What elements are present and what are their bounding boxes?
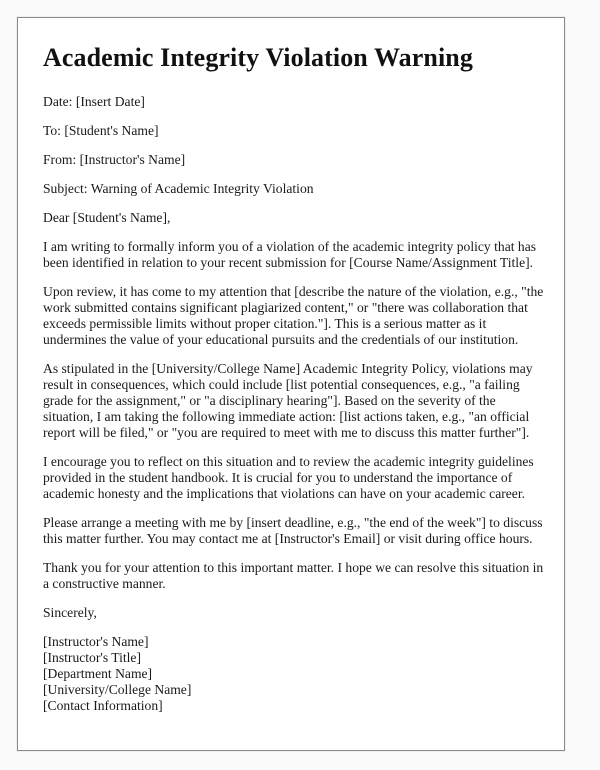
to-line: To: [Student's Name] — [43, 123, 159, 138]
signature-department: [Department Name] — [43, 666, 153, 681]
date-line: Date: [Insert Date] — [43, 94, 145, 109]
subject-line: Subject: Warning of Academic Integrity Violation — [43, 181, 314, 196]
signature-contact: [Contact Information] — [43, 698, 163, 713]
body-paragraph-intro: I am writing to formally inform you of a violation of the academic integrity policy that has been identified in relation to your recent submission for [Course Name/Assignment Title]. — [43, 239, 537, 270]
signature-institution: [University/College Name] — [43, 682, 192, 697]
letter-page — [17, 17, 565, 751]
signature-instructor-title: [Instructor's Title] — [43, 650, 141, 665]
signature-instructor-name: [Instructor's Name] — [43, 634, 149, 649]
letter-title: Academic Integrity Violation Warning — [43, 43, 473, 72]
salutation: Dear [Student's Name], — [43, 210, 171, 225]
body-paragraph-meeting: Please arrange a meeting with me by [insert deadline, e.g., "the end of the week"] to discuss this matter further. You may contact me at [Instructor's Email] or visit during office hours. — [43, 515, 543, 546]
signature-block — [43, 634, 548, 714]
letter-content — [43, 42, 548, 714]
from-line: From: [Instructor's Name] — [43, 152, 186, 167]
body-paragraph-thanks: Thank you for your attention to this important matter. I hope we can resolve this situation in a constructive manner. — [43, 560, 544, 591]
body-paragraph-reflection: I encourage you to reflect on this situation and to review the academic integrity guidelines provided in the student handbook. It is crucial for you to understand the importance of academic honesty and the implications that violations can have on your academic career. — [43, 454, 534, 501]
body-paragraph-violation: Upon review, it has come to my attention that [describe the nature of the violation, e.g., "the work submitted contains significant plagiarized content," or "there was collaboration that exceeds permissible limits without proper citation."]. This is a serious matter as it undermines the value of your educational pursuits and the credentials of our institution. — [43, 284, 544, 347]
closing: Sincerely, — [43, 605, 97, 620]
body-paragraph-consequences: As stipulated in the [University/College Name] Academic Integrity Policy, violations may result in consequences, which could include [list potential consequences, e.g., "a failing grade for the assignment," or "a disciplinary hearing"]. Based on the severity of the situation, I am taking the following immediate action: [list actions taken, e.g., "an official report will be filed," or "you are required to meet with me to discuss this matter further"]. — [43, 361, 533, 440]
letter-header — [43, 94, 548, 197]
